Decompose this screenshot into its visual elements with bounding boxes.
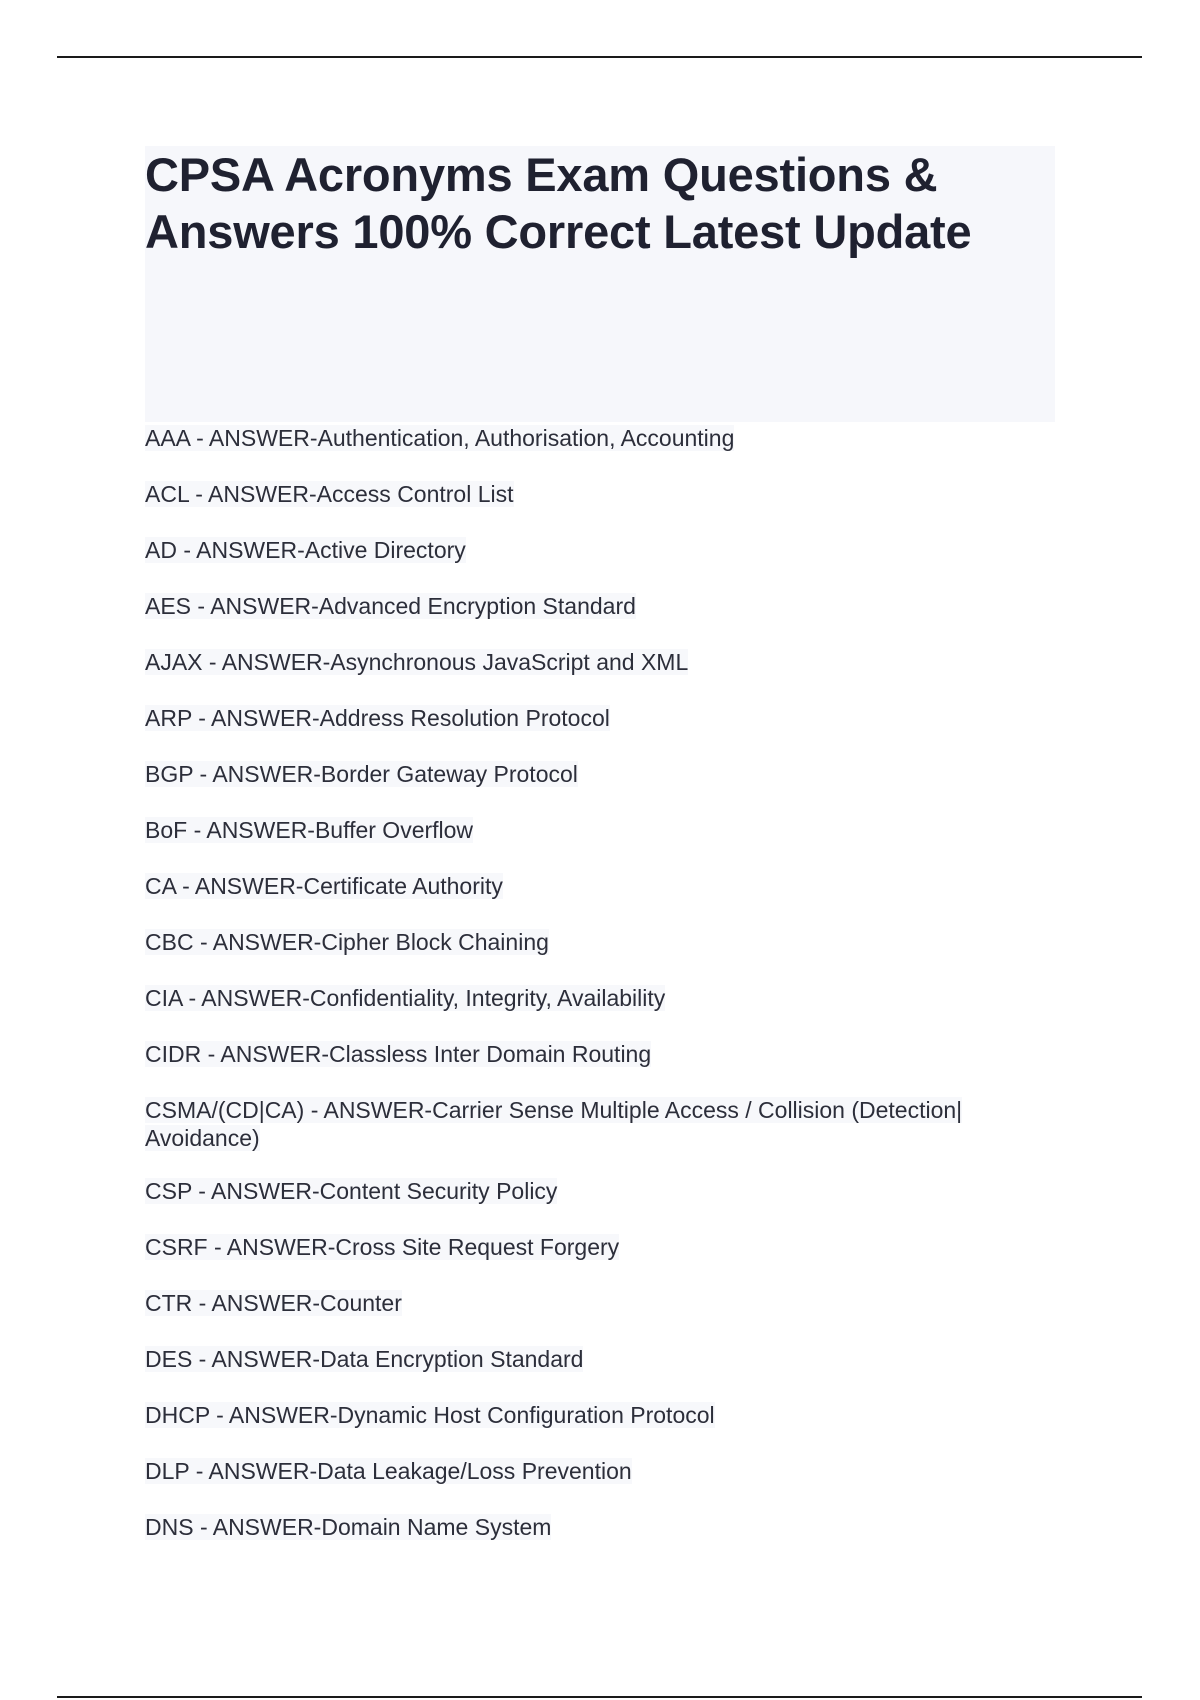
- entry-text: CTR - ANSWER-Counter: [145, 1290, 402, 1316]
- entry-text: CSRF - ANSWER-Cross Site Request Forgery: [145, 1234, 620, 1260]
- document-title: CPSA Acronyms Exam Questions & Answers 100% Correct Latest Update: [145, 148, 972, 258]
- entry-text: DHCP - ANSWER-Dynamic Host Configuration Protocol: [145, 1402, 715, 1428]
- list-item: [145, 1401, 1050, 1429]
- list-item: [145, 1345, 1050, 1373]
- bottom-rule: [57, 1696, 1142, 1698]
- list-item: [145, 1457, 1050, 1485]
- list-item: [145, 1289, 1050, 1317]
- list-item: [145, 760, 1050, 788]
- entry-text: AES - ANSWER-Advanced Encryption Standard: [145, 593, 636, 619]
- entry-text: DNS - ANSWER-Domain Name System: [145, 1514, 552, 1540]
- entry-text: CIDR - ANSWER-Classless Inter Domain Routing: [145, 1041, 652, 1067]
- title-block: [145, 146, 1055, 422]
- entry-text: AAA - ANSWER-Authentication, Authorisation, Accounting: [145, 425, 735, 451]
- list-item: [145, 984, 1050, 1012]
- list-item: [145, 536, 1050, 564]
- acronym-list: [145, 424, 1050, 1569]
- list-item: [145, 648, 1050, 676]
- entry-text: CSP - ANSWER-Content Security Policy: [145, 1178, 558, 1204]
- list-item: [145, 928, 1050, 956]
- entry-text: CIA - ANSWER-Confidentiality, Integrity, Availability: [145, 985, 666, 1011]
- entry-text: CSMA/(CD|CA) - ANSWER-Carrier Sense Multiple Access / Collision (Detection| Avoidance): [145, 1097, 963, 1151]
- list-item: [145, 592, 1050, 620]
- list-item: [145, 1040, 1050, 1068]
- list-item: [145, 1513, 1050, 1541]
- list-item: [145, 816, 1050, 844]
- entry-text: AD - ANSWER-Active Directory: [145, 537, 466, 563]
- list-item: [145, 1096, 1050, 1152]
- entry-text: ACL - ANSWER-Access Control List: [145, 481, 514, 507]
- entry-text: AJAX - ANSWER-Asynchronous JavaScript and XML: [145, 649, 689, 675]
- entry-text: BoF - ANSWER-Buffer Overflow: [145, 817, 474, 843]
- entry-text: ARP - ANSWER-Address Resolution Protocol: [145, 705, 610, 731]
- entry-text: DES - ANSWER-Data Encryption Standard: [145, 1346, 584, 1372]
- list-item: [145, 1177, 1050, 1205]
- list-item: [145, 480, 1050, 508]
- top-rule: [57, 56, 1142, 58]
- list-item: [145, 1233, 1050, 1261]
- list-item: [145, 424, 1050, 452]
- entry-text: CBC - ANSWER-Cipher Block Chaining: [145, 929, 549, 955]
- entry-text: CA - ANSWER-Certificate Authority: [145, 873, 503, 899]
- list-item: [145, 704, 1050, 732]
- entry-text: BGP - ANSWER-Border Gateway Protocol: [145, 761, 578, 787]
- list-item: [145, 872, 1050, 900]
- entry-text: DLP - ANSWER-Data Leakage/Loss Prevention: [145, 1458, 632, 1484]
